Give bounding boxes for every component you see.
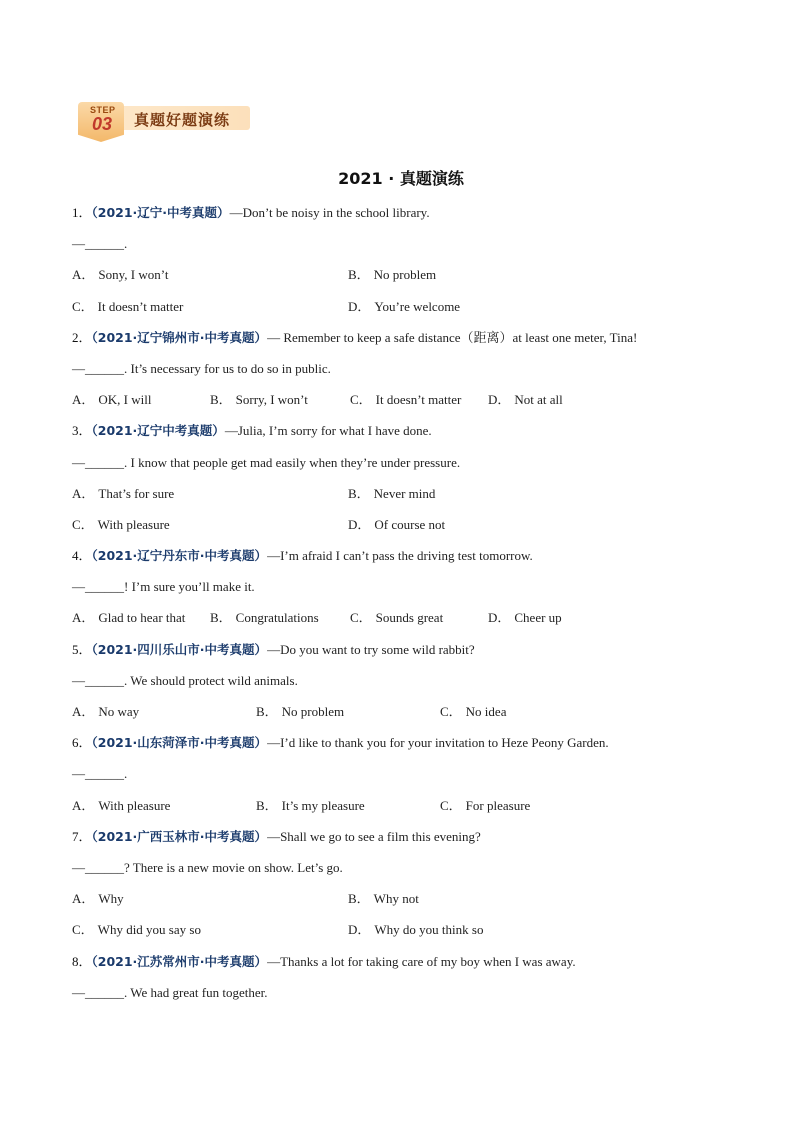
question-prompt: —Don’t be noisy in the school library. (229, 205, 430, 220)
option-row (72, 515, 732, 546)
question-prompt: —Shall we go to see a film this evening? (267, 828, 481, 844)
answer-option (348, 484, 624, 515)
option-letter: A． (72, 485, 95, 501)
option-letter: C． (350, 610, 372, 626)
option-letter: A． (72, 392, 95, 408)
option-letter: B． (256, 797, 278, 813)
question-prompt: —Thanks a lot for taking care of my boy when I was away. (267, 953, 576, 969)
question-prompt-line (72, 640, 732, 671)
option-text: Glad to hear that (98, 610, 186, 626)
question-response: —______. (72, 236, 128, 252)
option-text: That’s for sure (98, 485, 175, 501)
answer-option (256, 702, 440, 733)
question-source: （2021·辽宁·中考真题） (91, 205, 230, 220)
step-banner (118, 106, 250, 130)
option-text: No problem (281, 704, 345, 719)
section-title: 2021 · 真题演练 (338, 169, 464, 188)
question-response: —______. We should protect wild animals. (72, 672, 298, 688)
question-prompt: —I’d like to thank you for your invitation to Heze Peony Garden. (267, 735, 609, 751)
question-response: —______. I know that people get mad easily when they’re under pressure. (72, 454, 461, 470)
question-block (72, 421, 732, 546)
answer-option (348, 265, 624, 296)
option-text: You’re welcome (374, 298, 461, 314)
answer-option (72, 702, 256, 733)
question-block (72, 733, 732, 827)
question-source: （2021·广西玉林市·中考真题） (91, 828, 268, 844)
question-source: （2021·山东菏泽市·中考真题） (91, 735, 268, 751)
answer-option (440, 796, 624, 827)
question-source: （2021·江苏常州市·中考真题） (91, 953, 268, 969)
option-letter: B． (348, 267, 370, 283)
option-letter: B． (210, 610, 232, 626)
question-list (72, 203, 732, 1014)
option-text: It doesn’t matter (97, 298, 184, 314)
option-letter: A． (72, 891, 95, 907)
step-number: 03 (92, 114, 113, 134)
answer-option (72, 390, 210, 421)
answer-option (72, 515, 348, 546)
question-number: 7． (72, 828, 92, 844)
option-row (72, 297, 732, 328)
question-prompt-line (72, 546, 732, 577)
option-text: Why did you say so (97, 922, 201, 938)
question-source: （2021·四川乐山市·中考真题） (91, 641, 268, 657)
option-letter: C． (72, 516, 94, 532)
question-source: （2021·辽宁丹东市·中考真题） (91, 548, 268, 564)
option-letter: D． (348, 516, 371, 532)
option-text: Not at all (514, 392, 563, 408)
answer-option (488, 608, 628, 639)
answer-option (350, 390, 488, 421)
option-row (72, 796, 732, 827)
answer-option (440, 702, 624, 733)
option-text: It’s my pleasure (281, 797, 365, 813)
question-block (72, 546, 732, 640)
question-source: （2021·辽宁中考真题） (91, 423, 225, 439)
option-text: Of course not (374, 516, 446, 532)
question-number: 2． (72, 329, 92, 345)
option-text: Sony, I won’t (98, 267, 169, 283)
question-prompt: —I’m afraid I can’t pass the driving test tomorrow. (267, 548, 533, 564)
option-letter: A． (72, 267, 95, 283)
step-badge (78, 102, 250, 142)
answer-option (210, 390, 350, 421)
answer-option (72, 484, 348, 515)
option-text: No way (98, 704, 140, 719)
option-text: Never mind (373, 485, 436, 501)
answer-option (72, 265, 348, 296)
question-response: —______. (72, 766, 128, 782)
answer-option (488, 390, 628, 421)
answer-option (350, 608, 488, 639)
question-prompt-line (72, 733, 732, 764)
option-row (72, 889, 732, 920)
option-text: With pleasure (97, 516, 170, 532)
answer-option (348, 920, 624, 951)
option-text: It doesn’t matter (375, 392, 462, 408)
option-text: Why do you think so (374, 922, 484, 938)
answer-option (72, 889, 348, 920)
option-letter: A． (72, 704, 95, 719)
question-number: 8． (72, 953, 92, 969)
question-block (72, 640, 732, 734)
question-number: 3． (72, 423, 92, 439)
question-block (72, 328, 732, 422)
answer-option (72, 297, 348, 328)
option-text: No problem (373, 267, 437, 283)
option-letter: C． (350, 392, 372, 408)
option-letter: B． (348, 891, 370, 907)
question-source: （2021·辽宁锦州市·中考真题） (91, 329, 268, 345)
option-letter: B． (256, 704, 278, 719)
option-row (72, 920, 732, 951)
step-title: 真题好题演练 (134, 111, 231, 129)
question-block (72, 952, 732, 1014)
question-prompt-line (72, 827, 732, 858)
option-text: No idea (465, 704, 507, 719)
question-prompt-line (72, 952, 732, 983)
option-letter: D． (488, 392, 511, 408)
question-prompt: —Julia, I’m sorry for what I have done. (224, 423, 432, 439)
option-letter: B． (210, 392, 232, 408)
option-row (72, 608, 732, 639)
option-text: OK, I will (98, 392, 152, 408)
answer-option (348, 297, 624, 328)
option-letter: A． (72, 610, 95, 626)
option-row (72, 484, 732, 515)
option-letter: C． (440, 797, 462, 813)
question-block (72, 203, 732, 328)
question-prompt-line (72, 203, 732, 234)
question-prompt: — Remember to keep a safe distance（距离）at least one meter, Tina! (267, 329, 638, 345)
option-text: Sorry, I won’t (235, 392, 308, 408)
question-number: 1． (72, 205, 92, 220)
option-row (72, 265, 732, 296)
question-number: 4． (72, 548, 92, 564)
answer-option (256, 796, 440, 827)
option-letter: C． (440, 704, 462, 719)
option-letter: C． (72, 298, 94, 314)
question-response: —______? There is a new movie on show. Let’s go. (72, 859, 343, 875)
option-letter: C． (72, 922, 94, 938)
option-letter: A． (72, 797, 95, 813)
question-response: —______. It’s necessary for us to do so in public. (72, 360, 331, 376)
question-response: —______. We had great fun together. (72, 984, 268, 1000)
option-letter: B． (348, 485, 370, 501)
option-row (72, 390, 732, 421)
question-prompt-line (72, 421, 732, 452)
option-text: With pleasure (98, 797, 171, 813)
step-word: STEP (90, 105, 116, 115)
question-block (72, 827, 732, 952)
question-number: 5． (72, 641, 92, 657)
option-letter: D． (488, 610, 511, 626)
question-prompt-line (72, 328, 732, 359)
question-prompt: —Do you want to try some wild rabbit? (267, 641, 475, 657)
option-text: Why (98, 891, 124, 907)
option-text: For pleasure (465, 797, 531, 813)
option-text: Cheer up (514, 610, 562, 626)
answer-option (348, 515, 624, 546)
answer-option (210, 608, 350, 639)
question-response: —______! I’m sure you’ll make it. (72, 579, 255, 595)
option-row (72, 702, 732, 733)
option-letter: D． (348, 298, 371, 314)
answer-option (72, 608, 210, 639)
option-text: Congratulations (235, 610, 319, 626)
answer-option (348, 889, 624, 920)
question-number: 6． (72, 735, 92, 751)
answer-option (72, 796, 256, 827)
answer-option (72, 920, 348, 951)
option-text: Why not (373, 891, 419, 907)
option-text: Sounds great (375, 610, 444, 626)
option-letter: D． (348, 922, 371, 938)
